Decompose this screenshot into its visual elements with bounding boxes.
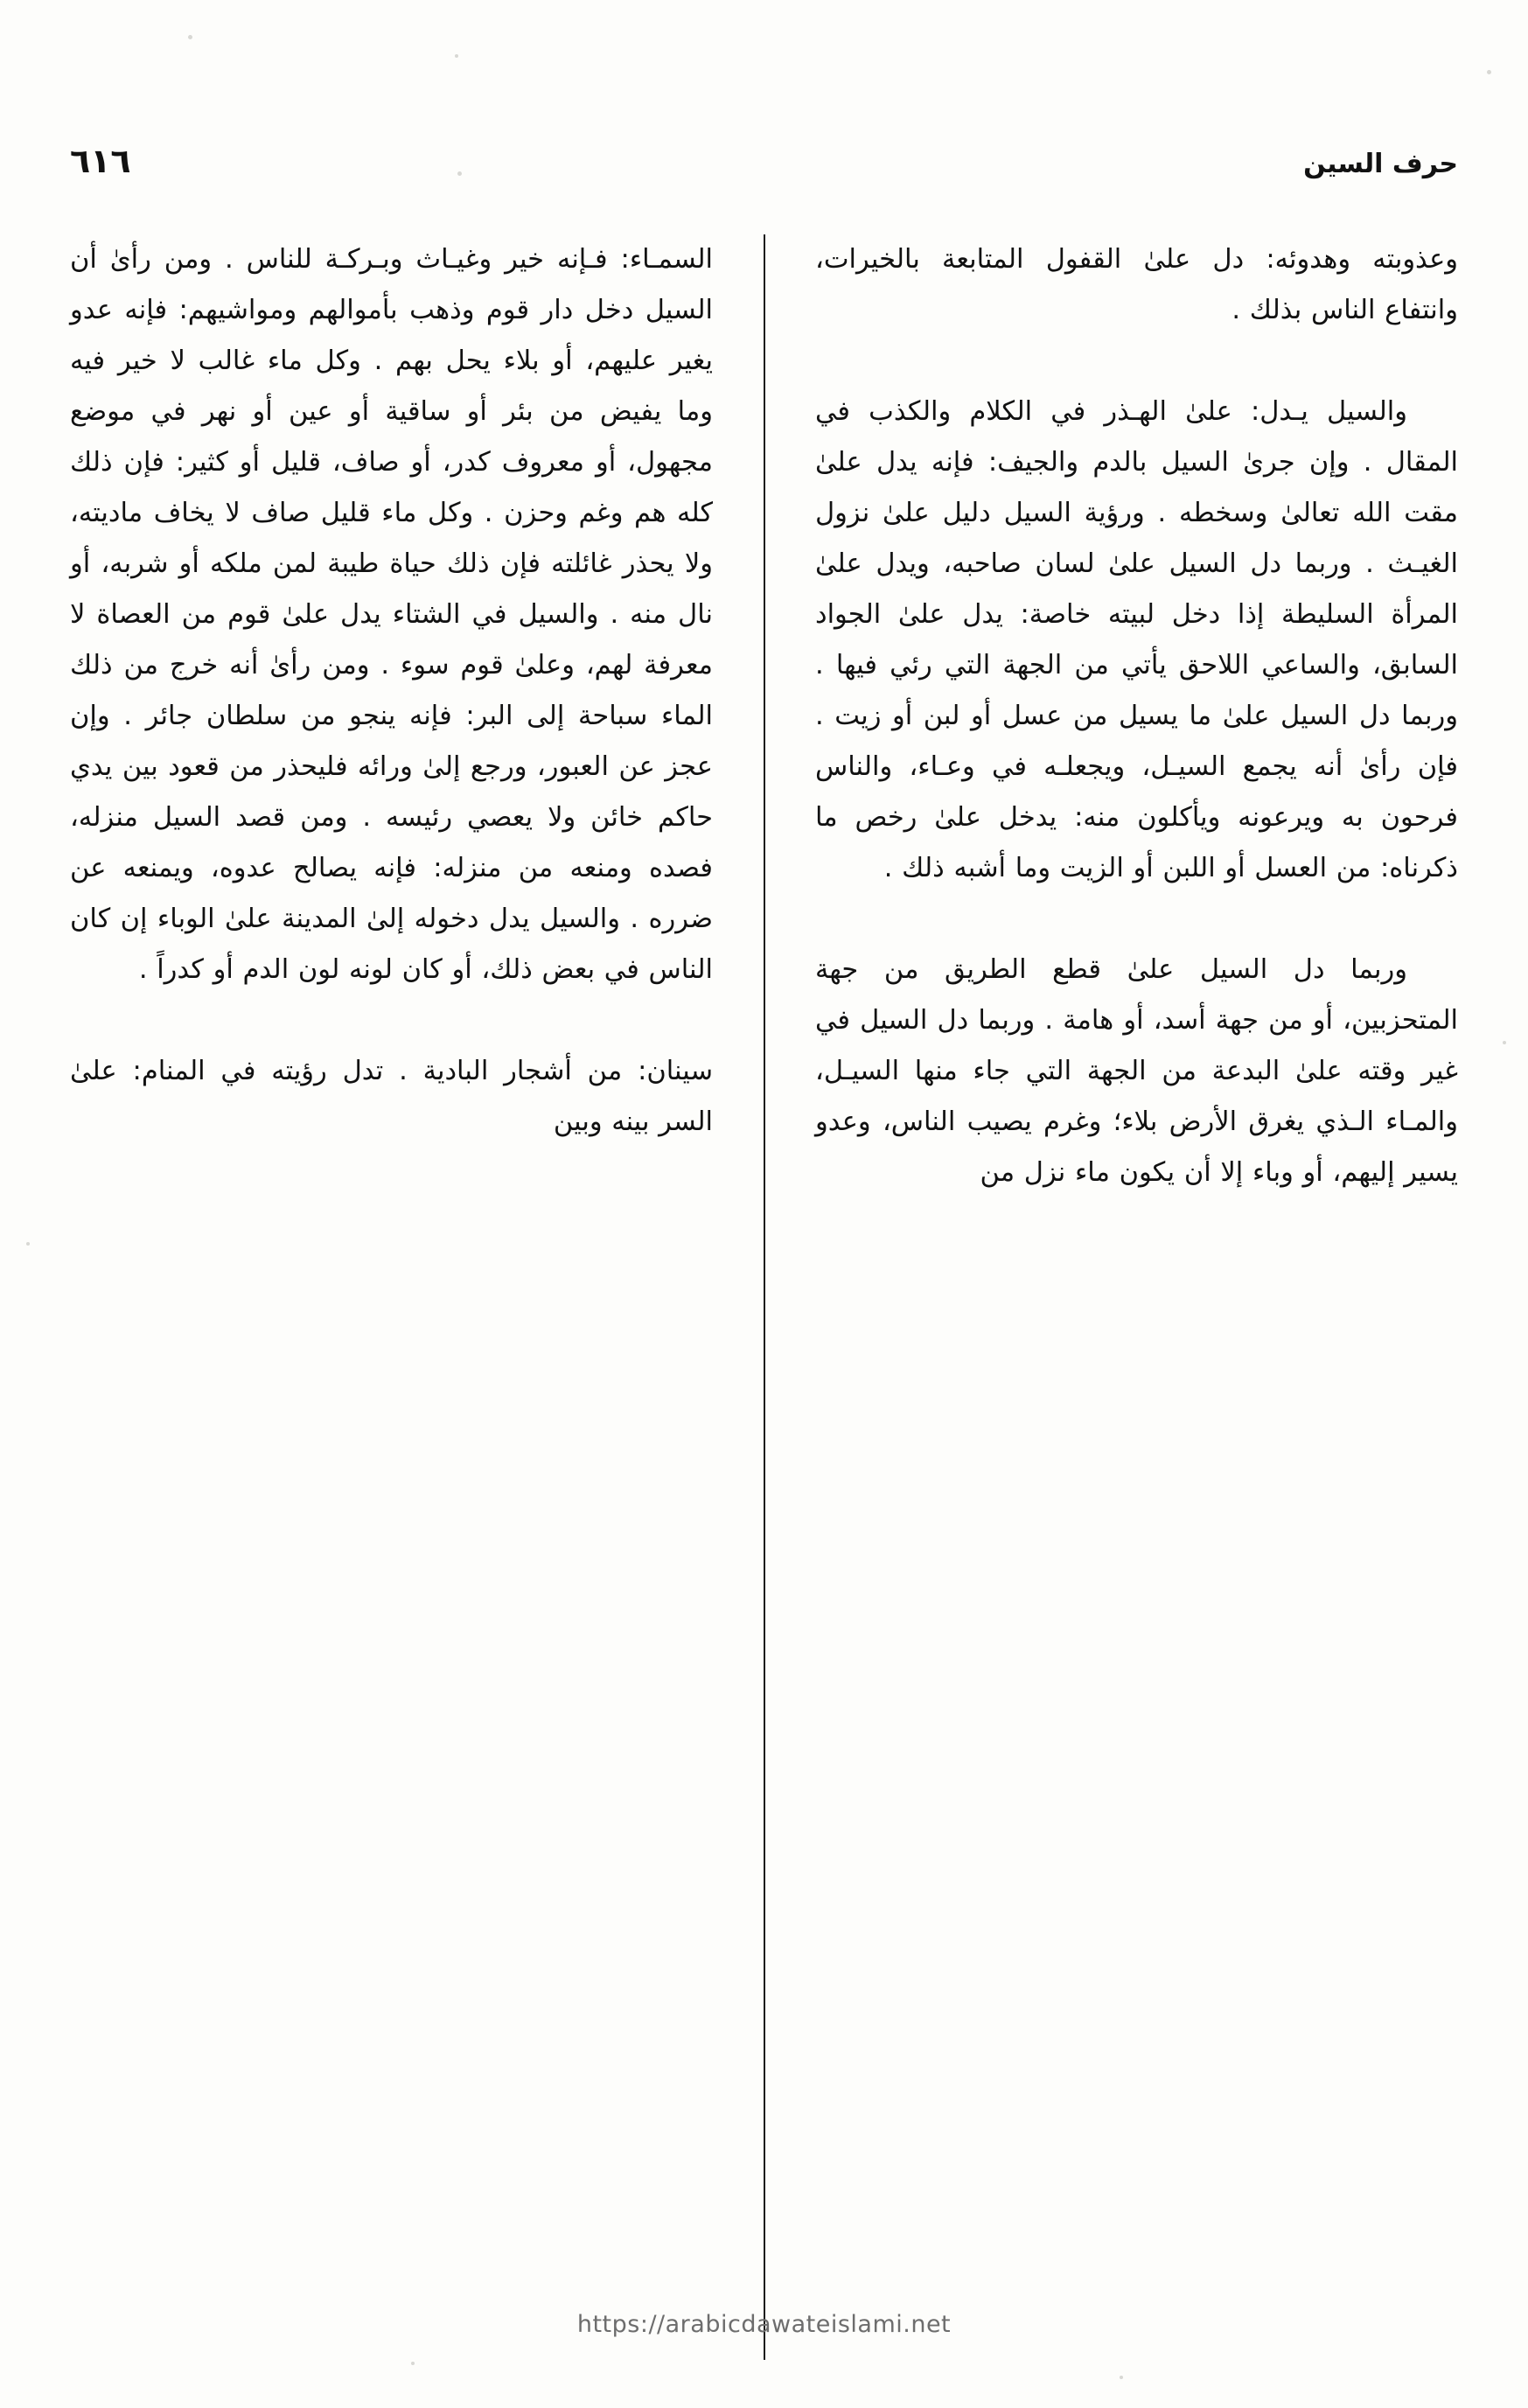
- paragraph: والسيل يـدل: علىٰ الهـذر في الكلام والكذب في المقال . وإن جرىٰ السيل بالدم والجيف: فإنه يدل علىٰ مقت الله تعالىٰ وسخطه . ورؤية السيل دليل علىٰ نزول الغيـث . وربما دل السيل علىٰ لسان صاحبه، ويدل علىٰ المرأة السليطة إذا دخل لبيته خاصة: يدل علىٰ الجواد السابق، والساعي اللاحق يأتي من الجهة التي رئي فيها . وربما دل السيل علىٰ ما يسيل من عسل أو لبن أو زيت . فإن رأىٰ أنه يجمع السيـل، ويجعلـه في وعـاء، والناس فرحون به ويرعونه ويأكلون منه: يدخل علىٰ رخص ما ذكرناه: من العسل أو اللبن أو الزيت وما أشبه ذلك .: [815, 396, 1458, 883]
- paragraph: وعذوبته وهدوئه: دل علىٰ القفول المتابعة بالخيرات، وانتفاع الناس بذلك .: [815, 244, 1458, 325]
- scan-speckle: [188, 35, 192, 39]
- left-column: [815, 234, 1458, 2277]
- scan-speckle: [455, 54, 458, 58]
- scan-speckle: [411, 2362, 415, 2365]
- page-header: [70, 142, 1458, 201]
- scan-speckle: [1120, 2376, 1123, 2379]
- paragraph: وربما دل السيل علىٰ قطع الطريق من جهة المتحزبين، أو من جهة أسد، أو هامة . وربما دل السيل في غير وقته علىٰ البدعة من الجهة التي جاء منها السيـل، والمـاء الـذي يغرق الأرض بلاء؛ وغرم يصيب الناس، وعدو يسير إليهم، أو وباء إلا أن يكون ماء نزل من: [815, 954, 1458, 1188]
- page-number: ٦١٦: [70, 142, 131, 180]
- scan-speckle: [1503, 1041, 1506, 1044]
- scan-speckle: [1487, 70, 1491, 74]
- paragraph: السمـاء: فـإنه خير وغيـاث وبـركـة للناس . ومن رأىٰ أن السيل دخل دار قوم وذهب بأموالهم ومواشيهم: فإنه عدو يغير عليهم، أو بلاء يحل بهم . وكل ماء غالب لا خير فيه وما يفيض من بئر أو ساقية أو عين أو نهر في موضع مجهول، أو معروف كدر، أو صاف، قليل أو كثير: فإن ذلك كله هم وغم وحزن . وكل ماء قليل صاف لا يخاف ماديته، ولا يحذر غائلته فإن ذلك حياة طيبة لمن ملكه أو شربه، أو نال منه . والسيل في الشتاء يدل علىٰ قوم من العصاة لا معرفة لهم، وعلىٰ قوم سوء . ومن رأىٰ أنه خرج من ذلك الماء سباحة إلى البر: فإنه ينجو من سلطان جائر . وإن عجز عن العبور، ورجع إلىٰ ورائه فليحذر من قعود بين يدي حاكم خائن ولا يعصي رئيسه . ومن قصد السيل منزله، فصده ومنعه من منزله: فإنه يصالح عدوه، ويمنعه عن ضرره . والسيل يدل دخوله إلىٰ المدينة علىٰ الوباء إن كان الناس في بعض ذلك، أو كان لونه لون الدم أو كدراً .: [70, 244, 713, 985]
- running-title: حرف السين: [1303, 149, 1458, 179]
- scan-speckle: [26, 1242, 30, 1246]
- watermark-url: https://arabicdawateislami.net: [576, 2311, 952, 2338]
- body-columns: [70, 234, 1458, 2277]
- column-divider: [764, 234, 765, 2360]
- paragraph: سينان: من أشجار البادية . تدل رؤيته في المنام: علىٰ السر بينه وبين: [70, 1056, 713, 1137]
- right-column: [70, 234, 713, 2277]
